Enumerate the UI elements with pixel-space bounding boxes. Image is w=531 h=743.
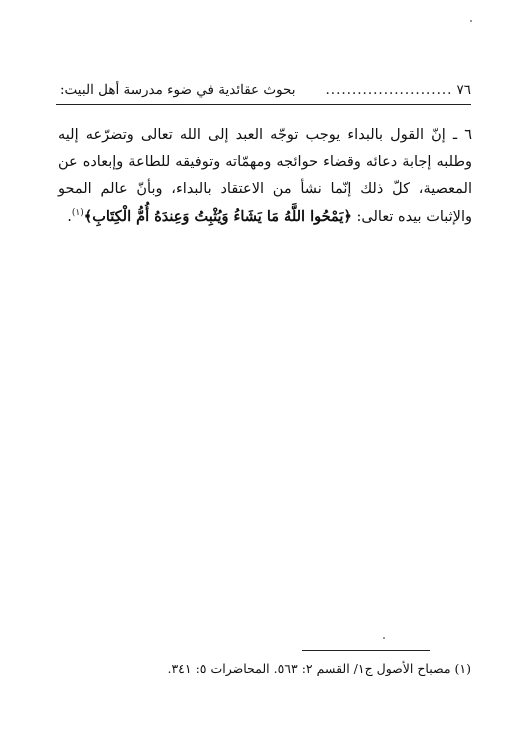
scan-speck — [470, 20, 472, 22]
paragraph-text: ٦ ـ إنّ القول بالبداء يوجب توجّه العبد إلى الله تعالى وتضرّعه إليه وطلبه إجابة دعائه وقضاء حوائجه ومهمّاته وتوفيقه للطاعة وإبعاده عن المعصية، كلّ ذلك إنّما نشأ من الاعتقاد بالبداء، وبأنّ عالم المحو والإثبات بيده تعالى: — [58, 127, 472, 225]
quran-verse: ﴿يَمْحُوا اللَّهُ مَا يَشَاءُ وَيُثْبِتُ وَعِندَهُ أُمُّ الْكِتَابِ﴾ — [83, 208, 352, 225]
body-paragraph — [58, 122, 472, 231]
header-rule — [56, 104, 471, 105]
footnote-marker[interactable]: (١) — [71, 208, 84, 219]
end-punctuation: . — [67, 209, 72, 225]
running-header — [60, 82, 471, 98]
scan-speck — [383, 637, 385, 639]
footnote: (١) مصباح الأصول ج١/ القسم ٢: ٥٦٣. المحاضرات ٥: ٣٤١. — [167, 661, 471, 676]
running-title: بحوث عقائدية في ضوء مدرسة أهل البيت: — [60, 82, 296, 98]
page-number: ٧٦ — [456, 82, 471, 98]
footnote-rule — [302, 650, 430, 651]
leader-dots: ........................ — [325, 82, 453, 98]
